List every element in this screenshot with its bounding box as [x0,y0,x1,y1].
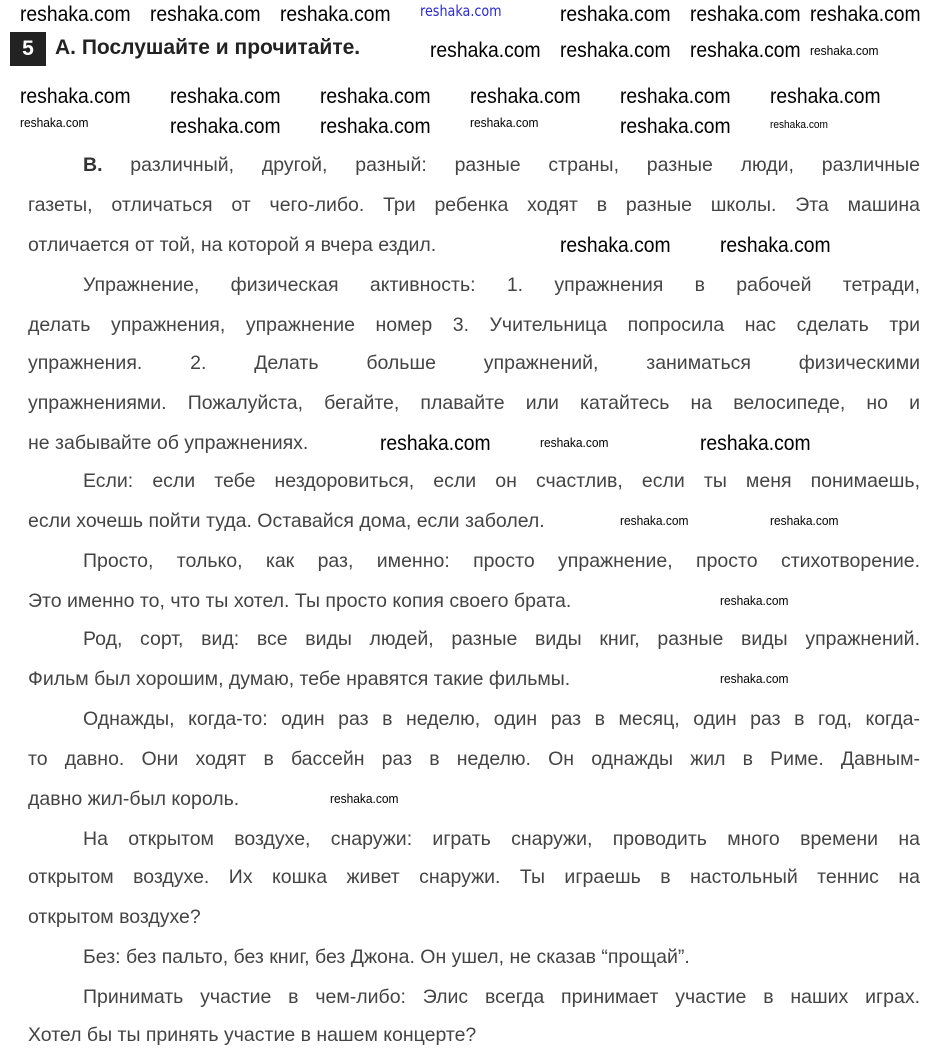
watermark: reshaka.com [320,115,431,138]
watermark: reshaka.com [560,39,671,62]
text-line-content: Принимать участие в чем-либо: Элис всегда принимает участие в наших играх. [83,986,920,1008]
watermark: reshaka.com [20,85,131,108]
text-line-content: Хотел бы ты принять участие в нашем концерте? [28,1024,477,1046]
watermark: reshaka.com [810,3,921,26]
text-line-content: газеты, отличаться от чего-либо. Три ребенка ходят в разные школы. Эта машина [28,194,920,216]
watermark: reshaka.com [560,3,671,26]
watermark: reshaka.com [320,85,431,108]
text-line-content: упражнениями. Пожалуйста, бегайте, плавайте или катайтесь на велосипеде, но и [28,392,920,414]
text-line [28,865,920,889]
text-line-content: Фильм был хорошим, думаю, тебе нравятся такие фильмы. [28,668,571,690]
watermark: reshaka.com [700,432,811,455]
text-line-content: упражнения. 2. Делать больше упражнений, заниматься физическими [28,352,920,374]
watermark: reshaka.com [380,432,491,455]
watermark: reshaka.com [150,3,261,26]
text-line-content: делать упражнения, упражнение номер 3. Учительница попросила нас сделать три [28,314,920,336]
watermark: reshaka.com [430,39,541,62]
watermark: reshaka.com [540,435,609,450]
text-line [28,193,920,217]
watermark: reshaka.com [620,85,731,108]
text-line [28,747,920,771]
watermark: reshaka.com [170,115,281,138]
text-line-content: Однажды, когда-то: один раз в неделю, один раз в месяц, один раз в год, когда- [83,708,920,730]
text-line [28,391,920,415]
text-line-content: Это именно то, что ты хотел. Ты просто копия своего брата. [28,590,572,612]
text-line-content: не забывайте об упражнениях. [28,432,309,454]
text-line [83,985,920,1009]
text-line-content: давно жил-был король. [28,788,240,810]
text-line [83,469,920,493]
watermark: reshaka.com [770,513,839,528]
text-line-content: Просто, только, как раз, именно: просто упражнение, просто стихотворение. [83,550,920,572]
watermark: reshaka.com [620,115,731,138]
watermark: reshaka.com [20,115,89,130]
site-watermark-top: reshaka.com [420,2,502,20]
watermark: reshaka.com [810,43,879,58]
text-line [28,787,920,811]
watermark: reshaka.com [170,85,281,108]
text-line [28,905,920,929]
exercise-title: А. Послушайте и прочитайте. [55,36,361,59]
watermark: reshaka.com [770,119,828,131]
text-line [83,549,920,573]
exercise-number-badge: 5 [10,32,46,66]
text-line-content: то давно. Они ходят в бассейн раз в неделю. Он однажды жил в Риме. Давным- [28,748,920,770]
text-line-content: На открытом воздухе, снаружи: играть снаружи, проводить много времени на [83,828,920,850]
text-line [83,273,920,297]
text-line-content: Без: без пальто, без книг, без Джона. Он ушел, не сказав “прощай”. [83,946,690,968]
text-line [83,827,920,851]
watermark: reshaka.com [770,85,881,108]
section-label: В. [83,154,103,176]
watermark: reshaka.com [330,791,399,806]
text-line [28,351,920,375]
watermark: reshaka.com [470,115,539,130]
watermark: reshaka.com [560,234,671,257]
text-line-content: Род, сорт, вид: все виды людей, разные виды книг, разные виды упражнений. [83,628,920,650]
watermark: reshaka.com [620,513,689,528]
watermark: reshaka.com [470,85,581,108]
text-line-content: открытом воздухе? [28,906,201,928]
text-line-content: отличается от той, на которой я вчера ездил. [28,234,437,256]
watermark: reshaka.com [720,234,831,257]
watermark: reshaka.com [720,671,789,686]
text-line-content: различный, другой, разный: разные страны, разные люди, различные [102,154,920,176]
watermark: reshaka.com [280,3,391,26]
text-line [83,627,920,651]
watermark: reshaka.com [20,3,131,26]
watermark: reshaka.com [690,3,801,26]
text-line-content: Если: если тебе нездоровиться, если он счастлив, если ты меня понимаешь, [83,470,920,492]
text-line [83,153,920,177]
text-line-content: Упражнение, физическая активность: 1. упражнения в рабочей тетради, [83,274,920,296]
text-line [28,313,920,337]
text-line [83,945,920,969]
watermark: reshaka.com [690,39,801,62]
text-line-content: если хочешь пойти туда. Оставайся дома, если заболел. [28,510,545,532]
text-line [28,1023,920,1047]
watermark: reshaka.com [720,593,789,608]
text-line [83,707,920,731]
text-line-content: открытом воздухе. Их кошка живет снаружи. Ты играешь в настольный теннис на [28,866,920,888]
